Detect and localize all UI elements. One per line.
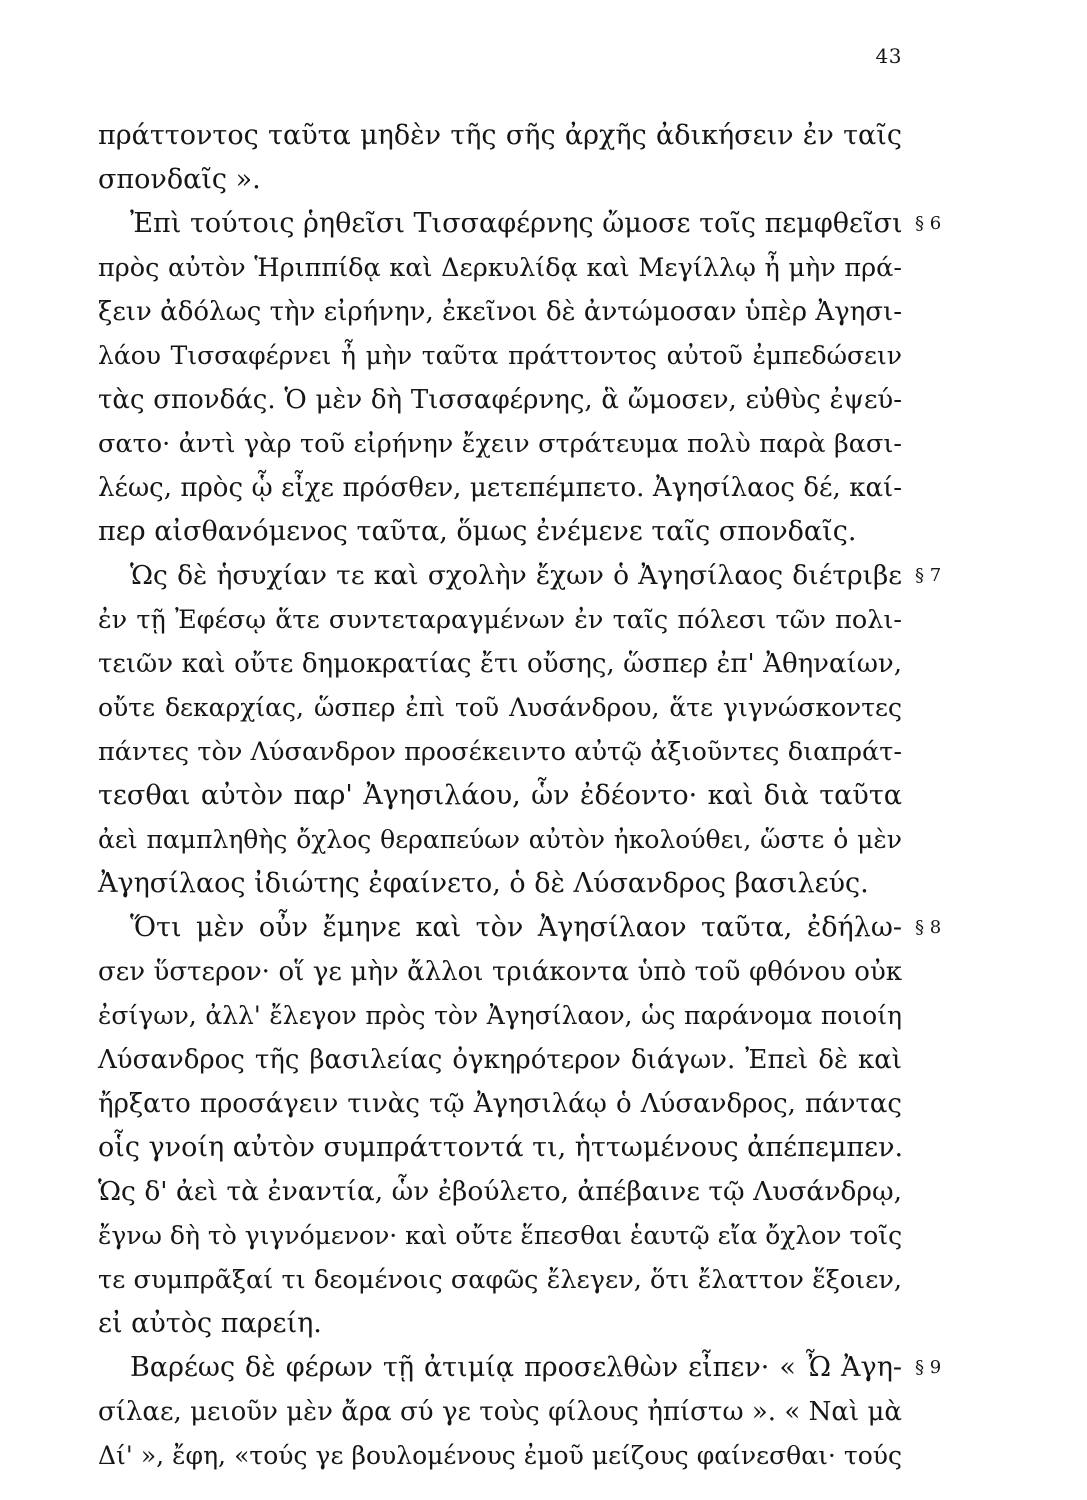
text-line: ἐσίγων, ἀλλ' ἔλεγον πρὸς τὸν Ἀγησίλαον, ὡς παράνομα ποιοίη xyxy=(98,1001,902,1030)
text-line: Ἐπὶ τούτοις ῥηθεῖσι Τισσαφέρνης ὤμοσε τοῖς πεμφθεῖσι xyxy=(130,208,903,239)
text-line: Δί' », ἔφη, «τούς γε βουλομένους ἐμοῦ μείζους φαίνεσθαι· τούς xyxy=(98,1441,902,1470)
text-line: σίλαε, μειοῦν μὲν ἄρα σύ γε τοὺς φίλους ἠπίστω ». « Ναὶ μὰ xyxy=(98,1397,902,1427)
text-line: πάντες τὸν Λύσανδρον προσέκειντο αὐτῷ ἀξιοῦντες διαπράτ- xyxy=(98,737,902,767)
text-line: ἐν τῇ Ἐφέσῳ ἅτε συντεταραγμένων ἐν ταῖς πόλεσι τῶν πολι- xyxy=(98,605,902,635)
text-line: λέως, πρὸς ᾧ εἶχε πρόσθεν, μετεπέμπετο. Ἀγησίλαος δέ, καί- xyxy=(98,473,902,503)
text-line: τε συμπρᾶξαί τι δεομένοις σαφῶς ἔλεγεν, ὅτι ἔλαττον ἕξοιεν, xyxy=(98,1265,902,1295)
text-line: Ὡς δ' ἀεὶ τὰ ἐναντία, ὧν ἐβούλετο, ἀπέβαινε τῷ Λυσάνδρῳ, xyxy=(98,1176,902,1207)
text-line: πράττοντος ταῦτα μηδὲν τῆς σῆς ἀρχῆς ἀδικήσειν ἐν ταῖς xyxy=(98,120,902,151)
text-line: σατο· ἀντὶ γὰρ τοῦ εἰρήνην ἔχειν στράτευμα πολὺ παρὰ βασι- xyxy=(98,429,902,459)
text-line: οἷς γνοίη αὐτὸν συμπράττοντά τι, ἡττωμένους ἀπέπεμπεν. xyxy=(98,1132,904,1163)
text-line: εἰ αὐτὸς παρείη. xyxy=(98,1308,322,1339)
text-line: Λύσανδρος τῆς βασιλείας ὀγκηρότερον διάγων. Ἐπεὶ δὲ καὶ xyxy=(98,1045,902,1075)
text-line: Ἀγησίλαος ἰδιώτης ἐφαίνετο, ὁ δὲ Λύσανδρος βασιλεύς. xyxy=(98,868,869,899)
text-line: περ αἰσθανόμενος ταῦτα, ὅμως ἐνέμενε ταῖς σπονδαῖς. xyxy=(98,516,857,547)
text-line: σπονδαῖς ». xyxy=(98,164,261,195)
text-line: πρὸς αὐτὸν Ἡριππίδᾳ καὶ Δερκυλίδᾳ καὶ Μεγίλλῳ ἦ μὴν πρά- xyxy=(98,253,902,283)
text-line: σεν ὕστερον· οἵ γε μὴν ἄλλοι τριάκοντα ὑπὸ τοῦ φθόνου οὐκ xyxy=(98,957,902,987)
section-marker: § 6 xyxy=(915,213,942,234)
text-line: λάου Τισσαφέρνει ἦ μὴν ταῦτα πράττοντος αὐτοῦ ἐμπεδώσειν xyxy=(98,341,902,370)
text-line: Ὡς δὲ ἡσυχίαν τε καὶ σχολὴν ἔχων ὁ Ἀγησίλαος διέτριβε xyxy=(130,560,902,591)
text-line: ξειν ἀδόλως τὴν εἰρήνην, ἐκεῖνοι δὲ ἀντώμοσαν ὑπὲρ Ἀγησι- xyxy=(98,297,902,327)
section-marker: § 9 xyxy=(915,1357,942,1378)
section-marker: § 8 xyxy=(915,917,942,938)
text-line: ἤρξατο προσάγειν τινὰς τῷ Ἀγησιλάῳ ὁ Λύσανδρος, πάντας xyxy=(98,1089,902,1119)
text-line: οὔτε δεκαρχίας, ὥσπερ ἐπὶ τοῦ Λυσάνδρου, ἅτε γιγνώσκοντες xyxy=(98,693,902,722)
text-line: ἀεὶ παμπληθὴς ὄχλος θεραπεύων αὐτὸν ἠκολούθει, ὥστε ὁ μὲν xyxy=(98,825,902,854)
text-line: Ὅτι μὲν οὖν ἔμηνε καὶ τὸν Ἀγησίλαον ταῦτα, ἐδήλω- xyxy=(130,912,902,943)
page-number: 43 xyxy=(875,44,902,68)
text-line: Βαρέως δὲ φέρων τῇ ἀτιμίᾳ προσελθὼν εἶπεν· « Ὦ Ἀγη- xyxy=(130,1352,902,1383)
text-line: τειῶν καὶ οὔτε δημοκρατίας ἔτι οὔσης, ὥσπερ ἐπ' Ἀθηναίων, xyxy=(98,649,902,679)
text-line: τὰς σπονδάς. Ὁ μὲν δὴ Τισσαφέρνης, ἃ ὤμοσεν, εὐθὺς ἐψεύ- xyxy=(98,385,902,415)
text-line: ἔγνω δὴ τὸ γιγνόμενον· καὶ οὔτε ἕπεσθαι ἑαυτῷ εἴα ὄχλον τοῖς xyxy=(98,1221,903,1250)
section-marker: § 7 xyxy=(915,565,942,586)
text-line: τεσθαι αὐτὸν παρ' Ἀγησιλάου, ὧν ἐδέοντο· καὶ διὰ ταῦτα xyxy=(98,780,902,811)
